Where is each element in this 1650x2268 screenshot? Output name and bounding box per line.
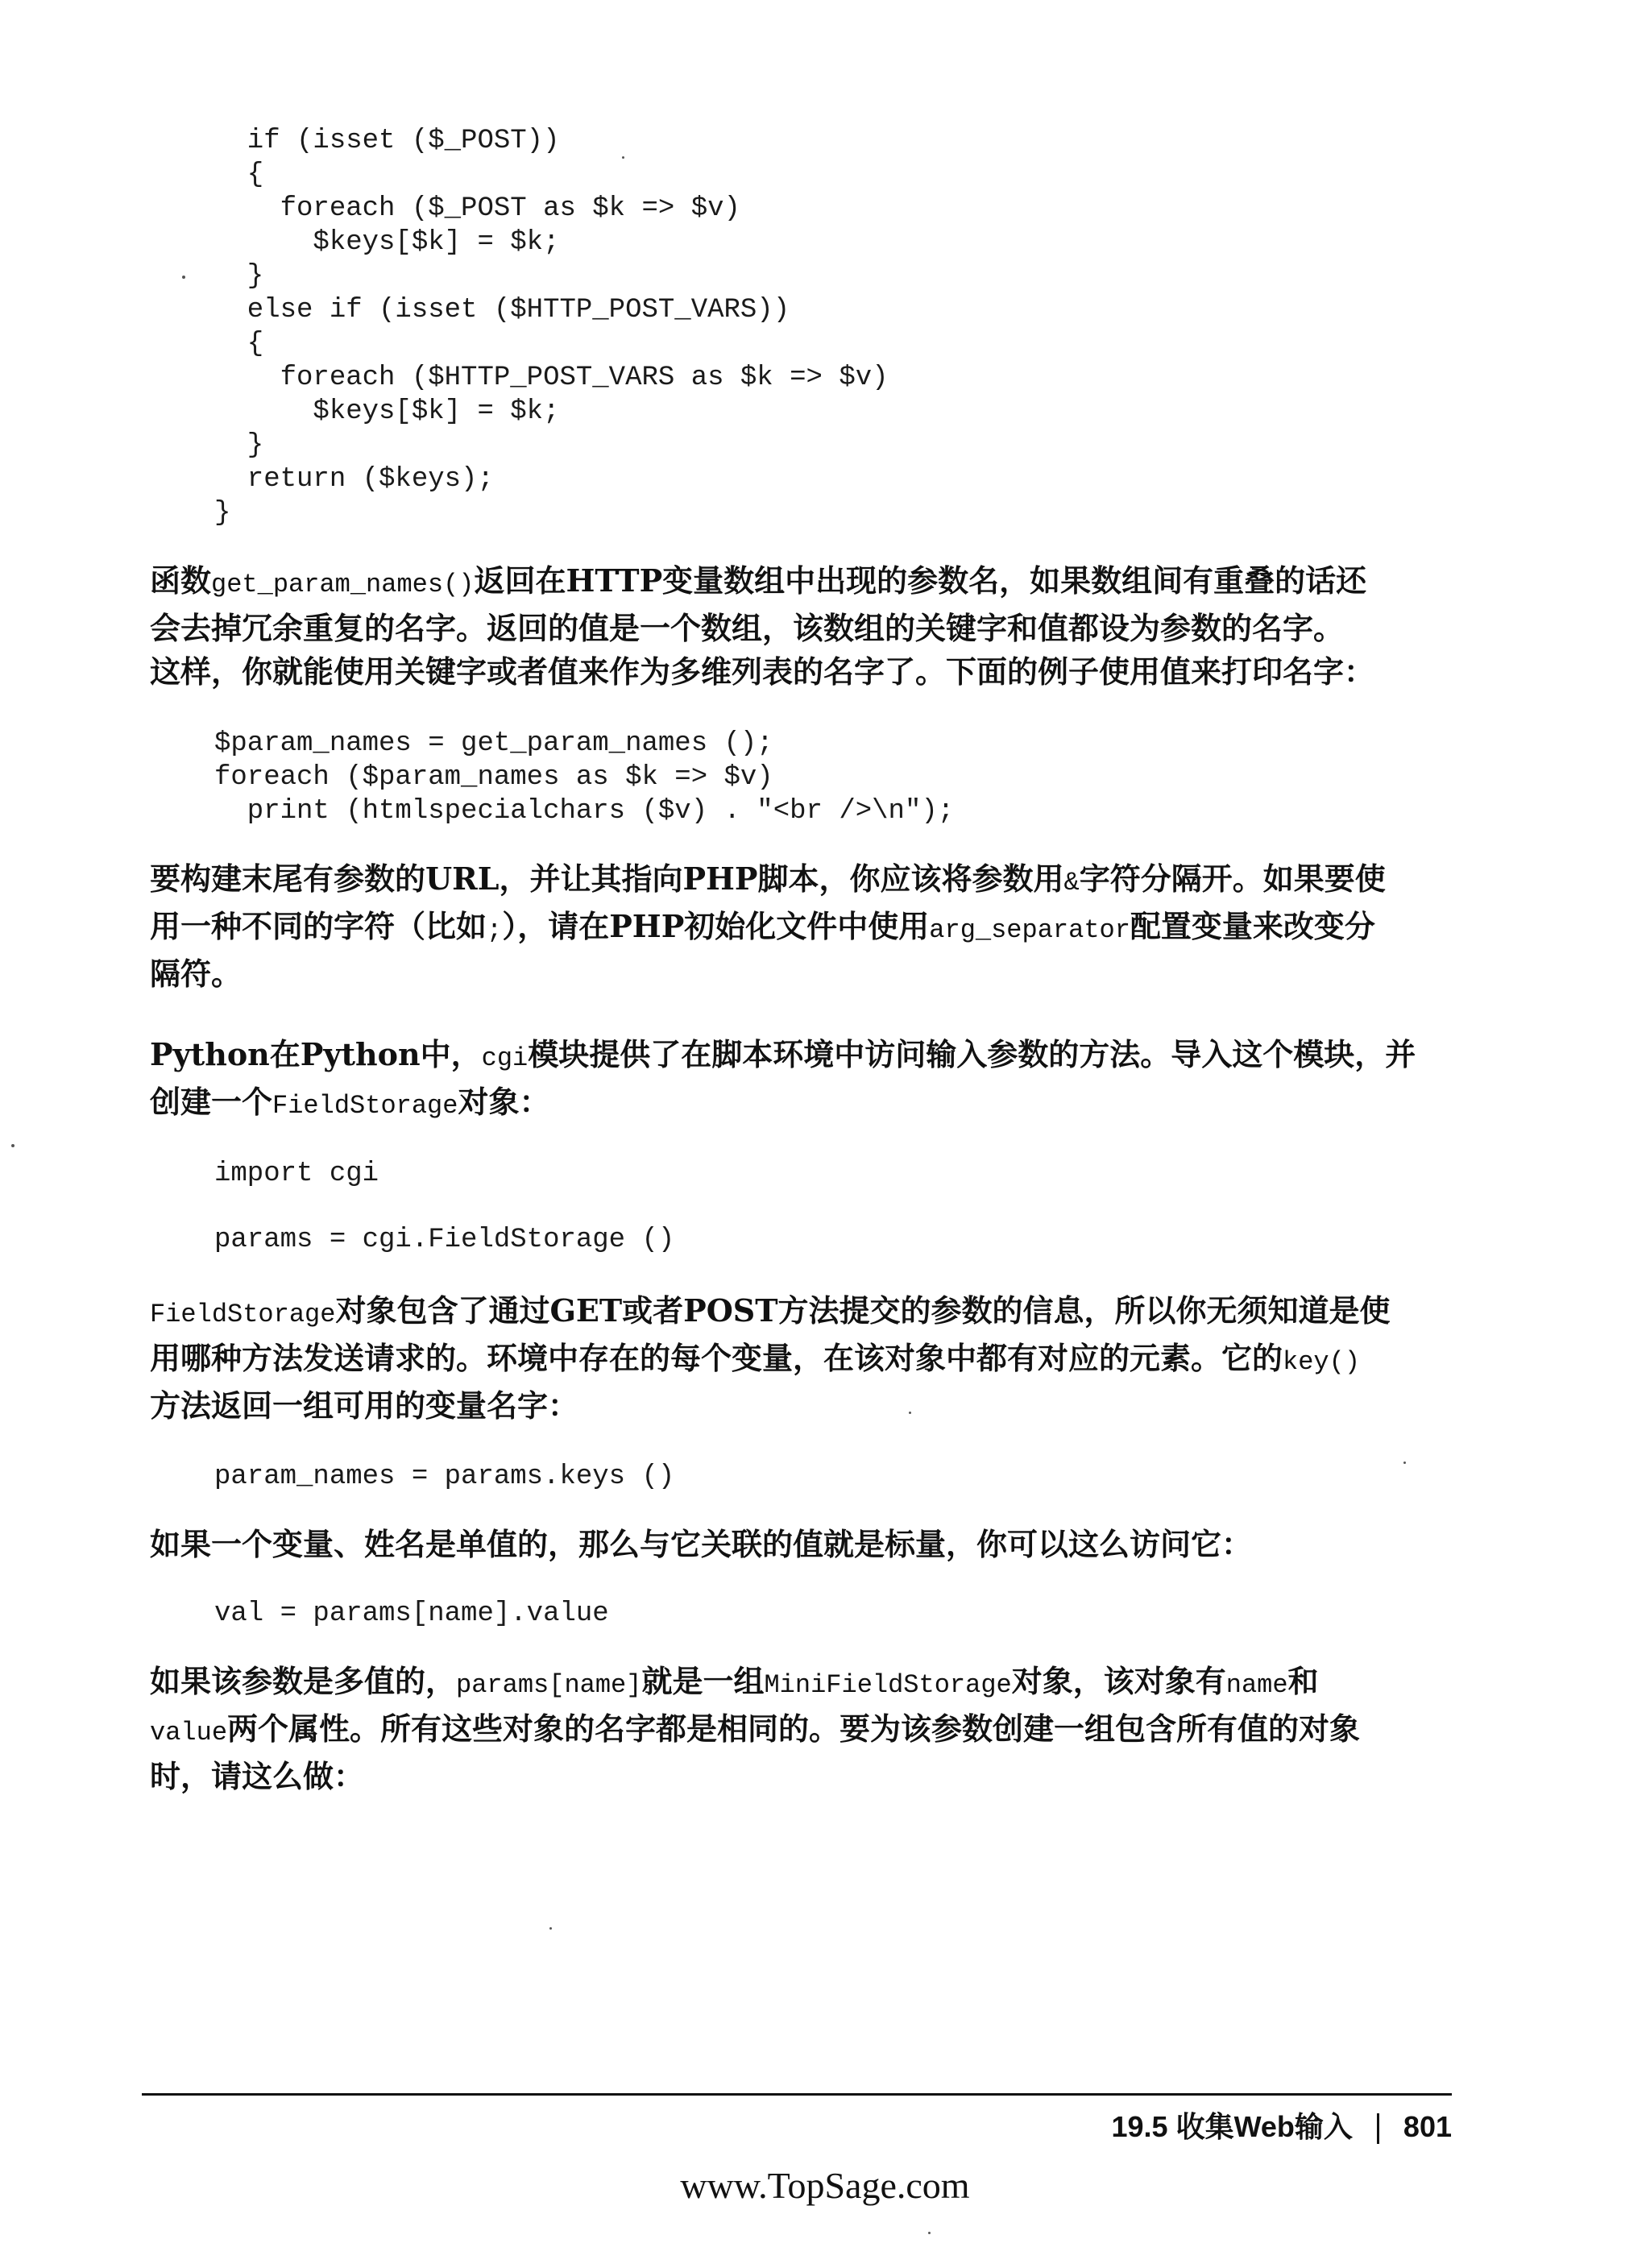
paragraph-get-param-names: 函数get_param_names()返回在HTTP变量数组中出现的参数名，如果数组间有重叠的话还 会去掉冗余重复的名字。返回的值是一个数组，该数组的关键字和值都设为参数的名字。 这样，你就能使用关键字或者值来作为多维列表的名字了。下面的例子使用值来打印名字：: [150, 562, 1375, 690]
code-params-value: val = params[name].value: [214, 1598, 609, 1629]
paragraph-scalar-value: 如果一个变量、姓名是单值的，那么与它关联的值就是标量，你可以这么访问它：: [150, 1526, 1253, 1562]
footer-rule: [142, 2093, 1452, 2096]
inline-code: &: [1063, 868, 1080, 898]
inline-code: name: [1225, 1670, 1288, 1700]
scan-speck: [622, 156, 624, 159]
inline-code: arg_separator: [929, 915, 1130, 945]
scan-speck: [928, 2232, 931, 2234]
page-number: 801: [1403, 2110, 1452, 2143]
footer-separator: [1377, 2113, 1379, 2144]
scan-speck: [11, 1144, 15, 1147]
inline-code: FieldStorage: [150, 1300, 336, 1329]
paragraph-python-cgi: Python在Python中，cgi模块提供了在脚本环境中访问输入参数的方法。导入这个模块，并 创建一个FieldStorage对象：: [150, 1036, 1416, 1121]
code-fieldstorage: params = cgi.FieldStorage (): [214, 1225, 675, 1255]
inline-code: cgi: [481, 1043, 529, 1073]
watermark-url: www.TopSage.com: [680, 2165, 970, 2206]
scan-speck: [549, 1927, 552, 1930]
section-title: 19.5 收集Web输入: [1111, 2110, 1353, 2143]
paragraph-multivalue: 如果该参数是多值的，params[name]就是一组MiniFieldStorage对象，该对象有name和 value两个属性。所有这些对象的名字都是相同的。要为该参数创建一组包含所有值的对象 时，请这么做：: [150, 1663, 1361, 1794]
inline-code: MiniFieldStorage: [764, 1670, 1012, 1700]
scan-speck: [1403, 1462, 1406, 1464]
paragraph-fieldstorage: FieldStorage对象包含了通过GET或者POST方法提交的参数的信息，所以你无须知道是使 用哪种方法发送请求的。环境中存在的每个变量，在该对象中都有对应的元素。它的key() 方法返回一组可用的变量名字：: [150, 1292, 1391, 1424]
code-block-print-param-names: $param_names = get_param_names (); foreach ($param_names as $k => $v) print (htmlspecialchars ($v) . "<br />\n");: [214, 728, 955, 827]
inline-code: ;: [487, 915, 503, 945]
page-footer: [1112, 2104, 1453, 2146]
inline-code: params[name]: [456, 1670, 642, 1700]
inline-code: get_param_names(): [211, 570, 475, 599]
inline-code: key(): [1283, 1347, 1361, 1377]
paragraph-url-separator: 要构建末尾有参数的URL，并让其指向PHP脚本，你应该将参数用&字符分隔开。如果要使 用一种不同的字符（比如;），请在PHP初始化文件中使用arg_separator配置变量来改变分 隔符。: [150, 860, 1386, 992]
code-import-cgi: import cgi: [214, 1159, 379, 1189]
code-block-php-post-keys: if (isset ($_POST)) { foreach ($_POST as $k => $v) $keys[$k] = $k; } else if (isset ($HTTP_POST_VARS)) { foreach ($HTTP_POST_VARS as $k => $v) $keys[$k] = $k; } return ($keys); }: [214, 126, 889, 529]
scan-speck: [182, 276, 185, 279]
code-param-names-keys: param_names = params.keys (): [214, 1462, 675, 1492]
scan-speck: [909, 1412, 911, 1414]
inline-code: value: [150, 1718, 228, 1748]
inline-code: FieldStorage: [272, 1091, 458, 1121]
